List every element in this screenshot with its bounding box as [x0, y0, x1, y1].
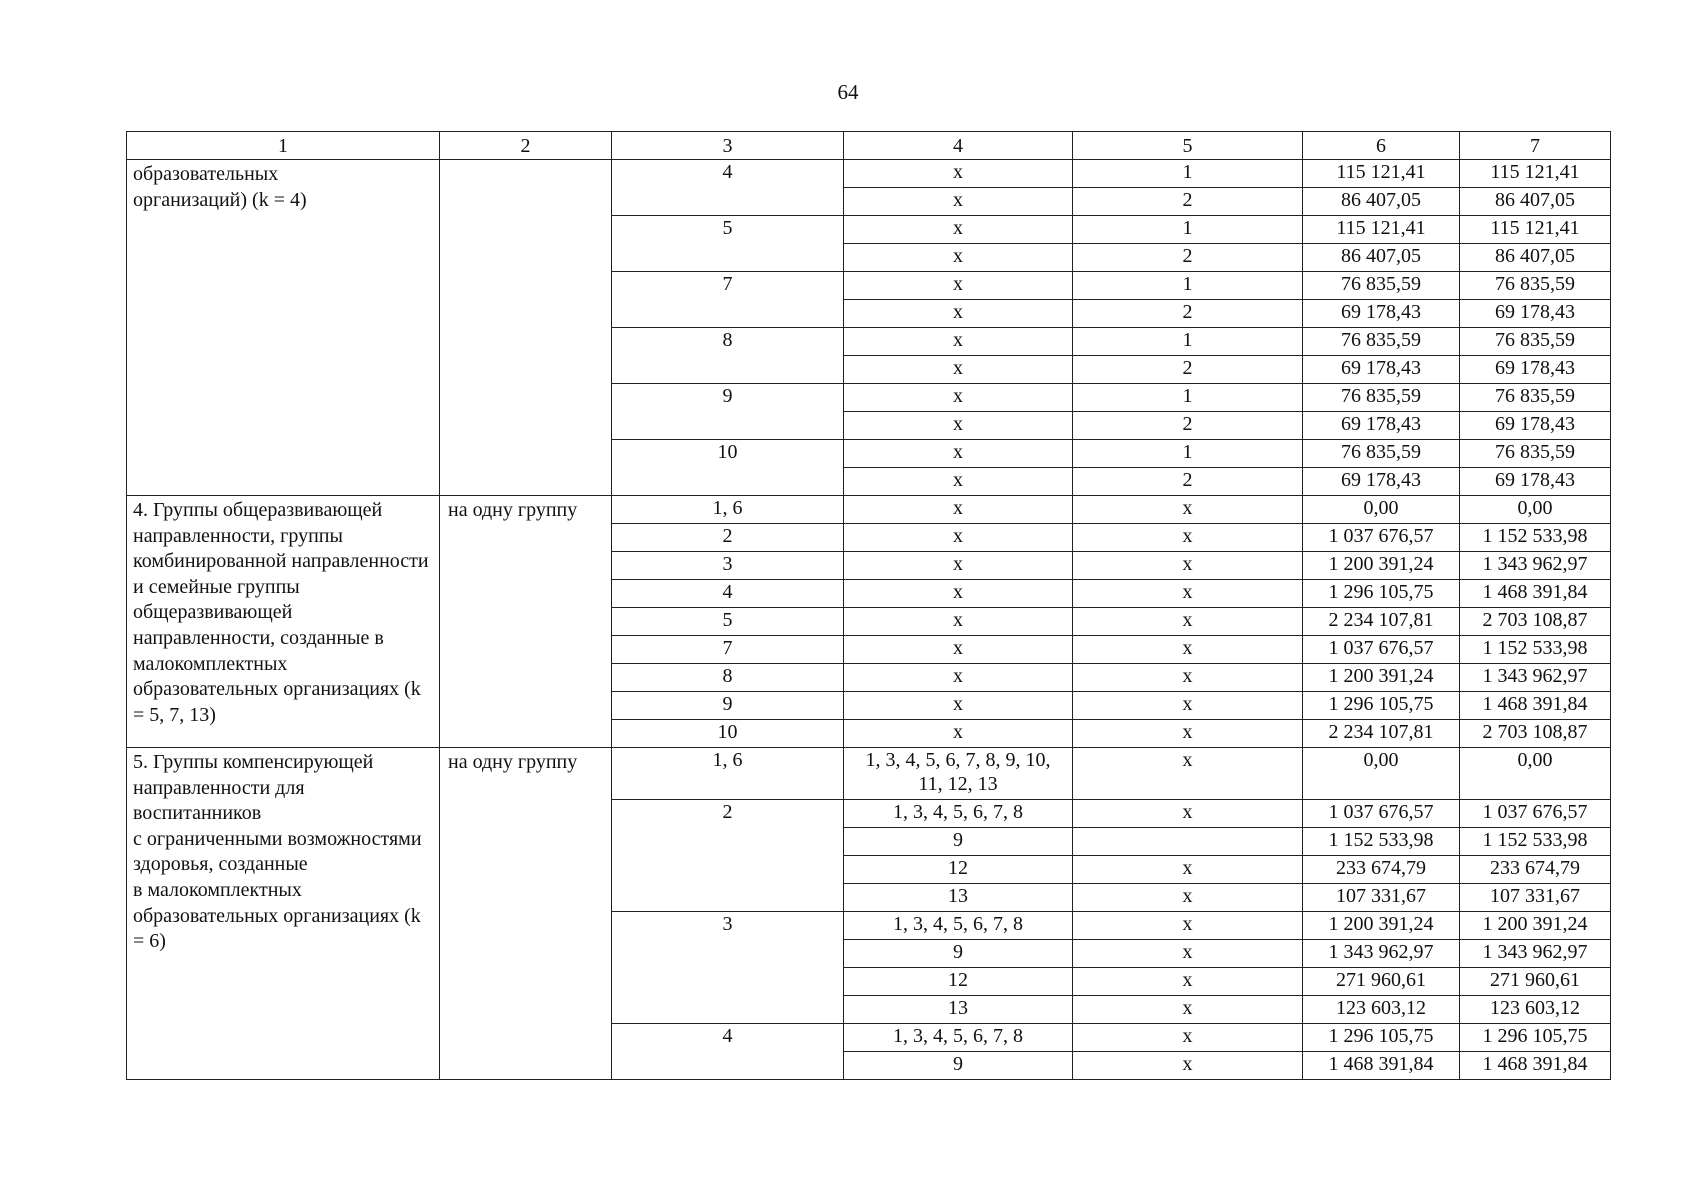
category-cell: x — [844, 720, 1073, 748]
header-cell: 1 — [127, 132, 440, 160]
category-cell: x — [844, 412, 1073, 440]
category-cell: x — [844, 188, 1073, 216]
amount-cell: 1 037 676,57 — [1303, 800, 1460, 828]
category-cell: x — [844, 552, 1073, 580]
category-cell: 9 — [844, 1052, 1073, 1080]
age-group-cell: 8 — [612, 664, 844, 692]
amount-cell: 115 121,41 — [1303, 216, 1460, 244]
amount-cell: 233 674,79 — [1460, 856, 1611, 884]
category-cell: 1, 3, 4, 5, 6, 7, 8, 9, 10, 11, 12, 13 — [844, 748, 1073, 800]
amount-cell: 233 674,79 — [1303, 856, 1460, 884]
table-row — [127, 496, 1611, 524]
age-group-cell: 1, 6 — [612, 496, 844, 524]
amount-cell: 86 407,05 — [1303, 188, 1460, 216]
amount-cell: 107 331,67 — [1303, 884, 1460, 912]
age-group-cell: 10 — [612, 440, 844, 496]
category-cell: x — [844, 664, 1073, 692]
amount-cell: 1 152 533,98 — [1303, 828, 1460, 856]
amount-cell: 1 468 391,84 — [1460, 692, 1611, 720]
mode-cell: 2 — [1073, 356, 1303, 384]
amount-cell: 86 407,05 — [1303, 244, 1460, 272]
amount-cell: 1 343 962,97 — [1460, 552, 1611, 580]
mode-cell: 2 — [1073, 300, 1303, 328]
amount-cell: 0,00 — [1460, 496, 1611, 524]
amount-cell: 86 407,05 — [1460, 188, 1611, 216]
mode-cell: x — [1073, 496, 1303, 524]
mode-cell: x — [1073, 664, 1303, 692]
category-cell: x — [844, 524, 1073, 552]
amount-cell: 1 200 391,24 — [1303, 912, 1460, 940]
mode-cell: 2 — [1073, 468, 1303, 496]
age-group-cell: 4 — [612, 580, 844, 608]
amount-cell: 123 603,12 — [1303, 996, 1460, 1024]
mode-cell: x — [1073, 552, 1303, 580]
mode-cell: x — [1073, 800, 1303, 828]
age-group-cell: 7 — [612, 636, 844, 664]
amount-cell: 76 835,59 — [1460, 384, 1611, 412]
amount-cell: 1 343 962,97 — [1460, 664, 1611, 692]
category-cell: 12 — [844, 856, 1073, 884]
mode-cell: 2 — [1073, 244, 1303, 272]
mode-cell: x — [1073, 940, 1303, 968]
mode-cell — [1073, 828, 1303, 856]
amount-cell: 115 121,41 — [1303, 160, 1460, 188]
amount-cell: 0,00 — [1303, 496, 1460, 524]
mode-cell: x — [1073, 636, 1303, 664]
table-row — [127, 160, 1611, 188]
mode-cell: 2 — [1073, 412, 1303, 440]
amount-cell: 0,00 — [1303, 748, 1460, 800]
header-cell: 2 — [440, 132, 612, 160]
category-cell: 13 — [844, 884, 1073, 912]
amount-cell: 2 703 108,87 — [1460, 608, 1611, 636]
amount-cell: 1 343 962,97 — [1460, 940, 1611, 968]
age-group-cell: 1, 6 — [612, 748, 844, 800]
amount-cell: 1 296 105,75 — [1303, 1024, 1460, 1052]
amount-cell: 69 178,43 — [1460, 356, 1611, 384]
amount-cell: 1 296 105,75 — [1303, 692, 1460, 720]
header-cell: 5 — [1073, 132, 1303, 160]
amount-cell: 69 178,43 — [1303, 356, 1460, 384]
category-cell: 9 — [844, 940, 1073, 968]
mode-cell: 1 — [1073, 160, 1303, 188]
mode-cell: 1 — [1073, 328, 1303, 356]
category-cell: x — [844, 440, 1073, 468]
mode-cell: 1 — [1073, 384, 1303, 412]
mode-cell: 1 — [1073, 440, 1303, 468]
unit-cell — [440, 160, 612, 496]
amount-cell: 76 835,59 — [1303, 384, 1460, 412]
mode-cell: 1 — [1073, 272, 1303, 300]
table-body — [127, 160, 1611, 1080]
amount-cell: 76 835,59 — [1460, 440, 1611, 468]
amount-cell: 115 121,41 — [1460, 160, 1611, 188]
category-cell: x — [844, 328, 1073, 356]
category-cell: x — [844, 216, 1073, 244]
amount-cell: 271 960,61 — [1460, 968, 1611, 996]
age-group-cell: 4 — [612, 1024, 844, 1080]
category-cell: x — [844, 356, 1073, 384]
header-cell: 4 — [844, 132, 1073, 160]
category-cell: 1, 3, 4, 5, 6, 7, 8 — [844, 1024, 1073, 1052]
age-group-cell: 9 — [612, 384, 844, 440]
amount-cell: 1 152 533,98 — [1460, 636, 1611, 664]
amount-cell: 1 343 962,97 — [1303, 940, 1460, 968]
mode-cell: x — [1073, 1052, 1303, 1080]
amount-cell: 1 152 533,98 — [1460, 828, 1611, 856]
age-group-cell: 8 — [612, 328, 844, 384]
category-cell: x — [844, 244, 1073, 272]
header-cell: 6 — [1303, 132, 1460, 160]
mode-cell: x — [1073, 748, 1303, 800]
amount-cell: 1 468 391,84 — [1460, 1052, 1611, 1080]
category-cell: x — [844, 468, 1073, 496]
mode-cell: x — [1073, 996, 1303, 1024]
group-description: образовательных организаций) (k = 4) — [127, 160, 440, 496]
amount-cell: 1 037 676,57 — [1460, 800, 1611, 828]
category-cell: 13 — [844, 996, 1073, 1024]
mode-cell: x — [1073, 968, 1303, 996]
header-cell: 3 — [612, 132, 844, 160]
category-cell: x — [844, 636, 1073, 664]
mode-cell: 2 — [1073, 188, 1303, 216]
mode-cell: x — [1073, 720, 1303, 748]
amount-cell: 0,00 — [1460, 748, 1611, 800]
category-cell: x — [844, 272, 1073, 300]
amount-cell: 1 468 391,84 — [1303, 1052, 1460, 1080]
amount-cell: 1 296 105,75 — [1460, 1024, 1611, 1052]
amount-cell: 69 178,43 — [1303, 412, 1460, 440]
amount-cell: 69 178,43 — [1303, 468, 1460, 496]
page-number: 64 — [837, 80, 859, 104]
header-cell: 7 — [1460, 132, 1611, 160]
amount-cell: 69 178,43 — [1460, 300, 1611, 328]
age-group-cell: 2 — [612, 800, 844, 912]
amount-cell: 69 178,43 — [1460, 412, 1611, 440]
amount-cell: 76 835,59 — [1303, 328, 1460, 356]
amount-cell: 1 200 391,24 — [1460, 912, 1611, 940]
category-cell: x — [844, 384, 1073, 412]
amount-cell: 1 200 391,24 — [1303, 664, 1460, 692]
amount-cell: 2 234 107,81 — [1303, 608, 1460, 636]
unit-cell: на одну группу — [440, 748, 612, 1080]
amount-cell: 69 178,43 — [1303, 300, 1460, 328]
category-cell: 1, 3, 4, 5, 6, 7, 8 — [844, 800, 1073, 828]
category-cell: x — [844, 580, 1073, 608]
amount-cell: 76 835,59 — [1460, 328, 1611, 356]
amount-cell: 76 835,59 — [1303, 440, 1460, 468]
tariff-table — [126, 131, 1611, 1080]
mode-cell: x — [1073, 884, 1303, 912]
unit-cell: на одну группу — [440, 496, 612, 748]
amount-cell: 2 703 108,87 — [1460, 720, 1611, 748]
category-cell: x — [844, 160, 1073, 188]
age-group-cell: 4 — [612, 160, 844, 216]
mode-cell: 1 — [1073, 216, 1303, 244]
amount-cell: 69 178,43 — [1460, 468, 1611, 496]
mode-cell: x — [1073, 692, 1303, 720]
age-group-cell: 5 — [612, 216, 844, 272]
amount-cell: 86 407,05 — [1460, 244, 1611, 272]
age-group-cell: 7 — [612, 272, 844, 328]
mode-cell: x — [1073, 912, 1303, 940]
age-group-cell: 5 — [612, 608, 844, 636]
category-cell: x — [844, 692, 1073, 720]
category-cell: 1, 3, 4, 5, 6, 7, 8 — [844, 912, 1073, 940]
age-group-cell: 2 — [612, 524, 844, 552]
group-description: 4. Группы общеразвивающей направленности, группы комбинированной направленности и семейные группы общеразвивающей направленности, созданные в малокомплектных образовательных организациях (k = 5, 7, 13) — [127, 496, 440, 748]
category-cell: 9 — [844, 828, 1073, 856]
mode-cell: x — [1073, 524, 1303, 552]
category-cell: x — [844, 300, 1073, 328]
group-description: 5. Группы компенсирующей направленности для воспитанников с ограниченными возможностями здоровья, созданные в малокомплектных образовательных организациях (k = 6) — [127, 748, 440, 1080]
amount-cell: 1 037 676,57 — [1303, 524, 1460, 552]
amount-cell: 76 835,59 — [1460, 272, 1611, 300]
category-cell: 12 — [844, 968, 1073, 996]
amount-cell: 115 121,41 — [1460, 216, 1611, 244]
amount-cell: 76 835,59 — [1303, 272, 1460, 300]
amount-cell: 1 468 391,84 — [1460, 580, 1611, 608]
age-group-cell: 10 — [612, 720, 844, 748]
amount-cell: 107 331,67 — [1460, 884, 1611, 912]
amount-cell: 271 960,61 — [1303, 968, 1460, 996]
amount-cell: 1 037 676,57 — [1303, 636, 1460, 664]
age-group-cell: 9 — [612, 692, 844, 720]
mode-cell: x — [1073, 1024, 1303, 1052]
age-group-cell: 3 — [612, 552, 844, 580]
amount-cell: 1 200 391,24 — [1303, 552, 1460, 580]
category-cell: x — [844, 608, 1073, 636]
age-group-cell: 3 — [612, 912, 844, 1024]
mode-cell: x — [1073, 856, 1303, 884]
amount-cell: 1 152 533,98 — [1460, 524, 1611, 552]
mode-cell: x — [1073, 608, 1303, 636]
amount-cell: 1 296 105,75 — [1303, 580, 1460, 608]
category-cell: x — [844, 496, 1073, 524]
header-row — [127, 132, 1611, 160]
table-row — [127, 748, 1611, 800]
amount-cell: 123 603,12 — [1460, 996, 1611, 1024]
amount-cell: 2 234 107,81 — [1303, 720, 1460, 748]
mode-cell: x — [1073, 580, 1303, 608]
